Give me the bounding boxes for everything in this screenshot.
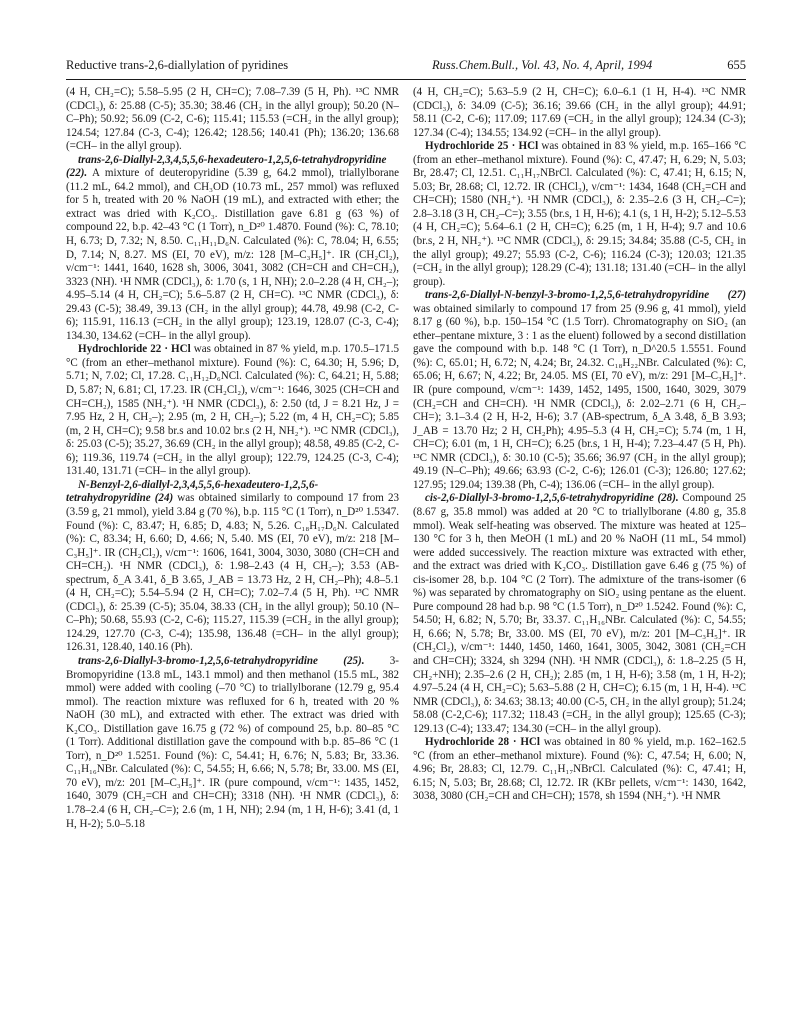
compound-heading: Hydrochloride 22 · HCl	[78, 343, 191, 356]
paragraph: trans-2,6-Diallyl-3-bromo-1,2,5,6-tetrahydropyridine (25). 3-Bromopyridine (13.8 mL, 143.1 mmol) and then methanol (15.5 mL, 382 mmol) were added with cooling (–70 °C) to triallylborane (12.79 g, 95.4 mmol). The reaction mixture was refluxed for 6 h, treated with 20 % NaOH (30 mL), and extracted with ether. The extract was dried with K₂CO₃. Distillation gave 16.75 g (72 %) of compound 25, b.p. 80–85 °C (1 Torr). Additional distillation gave the compound with b.p. 85–86 °C (1 Torr), n_D²⁰ 1.5251. Found (%): C, 54.41; H, 6.76; N, 5.83; Br, 33.36. C₁₁H₁₆NBr. Calculated (%): C, 54.55; H, 6.66; N, 5.78; Br, 33.00. MS (EI, 70 eV), m/z: 201 [M–C₃H₅]⁺. IR (pure compound, ν/cm⁻¹: 1435, 1452, 1640, 3079 (CH₂=CH and CH=CH); 3318 (NH). ¹H NMR (CDCl₃), δ: 1.78–2.4 (6 H, CH₂–C=); 2.6 (m, 1 H, NH); 2.94 (m, 1 H, H-6); 3.41 (d, 1 H, H-2); 5.0–5.18	[66, 654, 399, 830]
running-title: Reductive trans-2,6-diallylation of pyridines	[66, 58, 289, 72]
left-column	[66, 86, 399, 1002]
page-number: 655	[727, 58, 746, 72]
paragraph: (4 H, CH₂=C); 5.63–5.9 (2 H, CH=C); 6.0–6.1 (1 H, H-4). ¹³C NMR (CDCl₃), δ: 34.09 (C-5); 36.16; 39.66 (CH₂ in the allyl group); 44.91; 58.11 (C-2, C-6); 117.09; 117.69 (=CH₂ in the allyl group); 124.34 (C-3); 127.34 (C-4); 134.55; 134.92 (=CH– in the allyl group).	[413, 86, 746, 139]
compound-heading: trans-2,6-Diallyl-N-benzyl-3-bromo-1,2,5,6-tetrahydropyridine (27)	[425, 289, 746, 302]
paragraph: (4 H, CH₂=C); 5.58–5.95 (2 H, CH=C); 7.08–7.39 (5 H, Ph). ¹³C NMR (CDCl₃), δ: 25.88 (C-5); 35.30; 38.46 (CH₂ in the allyl group); 50.20 (N–C–Ph); 50.92; 56.09 (C-2, C-6); 115.41; 115.53 (=CH₂ in the allyl group); 124.54; 127.84 (C-3, C-4); 126.42; 128.56; 140.41 (Ph); 136.20; 136.68 (=CH– in the allyl group).	[66, 86, 399, 153]
paragraph: Hydrochloride 28 · HCl was obtained in 80 % yield, m.p. 162–162.5 °C (from an ether–methanol mixture). Found (%): C, 47.54; H, 6.00; N, 4.96; Br, 28.83; Cl, 12.79. C₁₁H₁₇NBrCl. Calculated (%): C, 47.41; H, 6.15; N, 5.03; Br, 28.68; Cl, 12.72. IR (KBr pellets, ν/cm⁻¹: 1430, 1642, 3038, 3080 (CH₂=CH and CH=CH); 1578, sh 1594 (NH₂⁺). ¹H NMR	[413, 736, 746, 803]
right-column	[413, 86, 746, 1002]
journal-citation: Russ.Chem.Bull., Vol. 43, No. 4, April, 1994	[432, 58, 653, 72]
header-rule	[66, 79, 746, 80]
compound-heading: trans-2,6-Diallyl-2,3,4,5,5,6-hexadeutero-1,2,5,6-tetrahydropyridine (22).	[66, 153, 387, 180]
paragraph: trans-2,6-Diallyl-2,3,4,5,5,6-hexadeutero-1,2,5,6-tetrahydropyridine (22). A mixture of deuteropyridine (5.39 g, 64.2 mmol), triallylborane (11.2 mL, 64.2 mmol), and CH₃OD (10.73 mL, 257 mmol) was refluxed for 5 h, treated with 20 % NaOH (19 mL), and extracted with ether; the extract was dried with K₂CO₃. Distillation gave 6.81 g (63 %) of compound 22, b.p. 42–43 °C (1 Torr), n_D²⁰ 1.4870. Found (%): C, 78.10; H, 6.73; D, 7.32; N, 8.50. C₁₁H₁₁D₆N. Calculated (%): C, 78.04; H, 6.55; D, 7.14; N, 8.27. MS (EI, 70 eV), m/z: 128 [M–C₃H₅]⁺. IR (CH₂Cl₂), ν/cm⁻¹: 1441, 1640, 1628 sh, 3006, 3041, 3082 (CH=CH and CH=CH₂), 3323 (NH). ¹H NMR (CDCl₃), δ: 1.70 (s, 1 H, NH); 2.0–2.28 (4 H, CH₂–); 4.95–5.14 (4 H, CH₂=C); 5.6–5.87 (2 H, CH=C). ¹³C NMR (CDCl₃), δ: 29.43 (C-5); 38.49, 39.13 (CH₂ in the allyl group); 44.78, 49.98 (C-2, C-6); 115.91, 116.13 (=CH₂ in the allyl group); 123.19, 128.07 (C-3, C-4); 134.30, 134.62 (=CH– in the allyl group).	[66, 153, 399, 342]
paragraph: N-Benzyl-2,6-diallyl-2,3,4,5,5,6-hexadeutero-1,2,5,6-tetrahydropyridine (24) was obtained similarly to compound 17 from 23 (3.59 g, 21 mmol), yield 3.84 g (70 %), b.p. 115 °C (1 Torr), n_D²⁰ 1.5347. Found (%): C, 83.47; H, 6.85; D, 4.83; N, 5.26. C₁₈H₁₇D₆N. Calculated (%): C, 83.34; H, 6.60; D, 4.66; N, 5.40. MS (EI, 70 eV), m/z: 218 [M–C₃H₅]⁺. IR (CH₂Cl₂), ν/cm⁻¹: 1606, 1641, 3004, 3030, 3080 (CH=CH and CH=CH₂). ¹H NMR (CDCl₃), δ: 1.98–2.43 (4 H, CH₂–); 3.53 (AB-spectrum, δ_A 3.41, δ_B 3.65, J_AB = 13.73 Hz, 2 H, CH₂–Ph); 4.8–5.1 (4 H, CH₂=C); 5.54–5.94 (2 H, CH=C); 7.02–7.4 (5 H, Ph). ¹³C NMR (CDCl₃), δ: 25.39 (C-5); 35.04, 38.33 (CH₂ in the allyl group); 50.10 (N–C–Ph); 50.68, 55.93 (C-2, C-6); 115.27, 115.39 (=CH₂ in the allyl group); 124.29, 127.70 (C-3, C-4); 135.98, 136.48 (=CH– in the allyl group); 126.31, 128.40, 140.16 (Ph).	[66, 478, 399, 654]
paragraph: Hydrochloride 25 · HCl was obtained in 83 % yield, m.p. 165–166 °C (from an ether–methanol mixture). Found (%): C, 47.47; H, 6.29; N, 5.03; Br, 28.47; Cl, 12.51. C₁₁H₁₇NBrCl. Calculated (%): C, 47.41; H, 6.15; N, 5.03; Br, 28.68; Cl, 12.72. IR (CHCl₃), ν/cm⁻¹: 1434, 1648 (CH₂=CH and CH=CH); 1580 (NH₂⁺). ¹H NMR (CDCl₃), δ: 2.35–2.6 (3 H, CH₂–C=); 2.8–3.18 (3 H, CH₂–C=); 3.55 (br.s, 1 H, H-6); 4.1 (s, 1 H, H-2); 5.12–5.53 (4 H, CH₂=C); 5.64–6.1 (2 H, CH=C); 6.25 (m, 1 H, H-4); 9.7 and 10.6 (br.s, 2 H, NH₂⁺). ¹³C NMR (CDCl₃), δ: 29.15; 34.84; 35.88 (C-5, CH₂ in the allyl group); 49.27; 55.93 (C-2, C-6); 116.24 (C-3); 120.03; 121.35 (=CH₂ in the allyl group); 128.29 (C-4); 131.18; 131.40 (=CH– in the allyl group).	[413, 140, 746, 288]
compound-heading: trans-2,6-Diallyl-3-bromo-1,2,5,6-tetrahydropyridine (25).	[78, 654, 365, 667]
compound-heading: Hydrochloride 25 · HCl	[425, 140, 539, 153]
page-header	[66, 58, 746, 78]
compound-heading: N-Benzyl-2,6-diallyl-2,3,4,5,5,6-hexadeutero-1,2,5,6-tetrahydropyridine (24)	[66, 478, 319, 505]
paragraph: Hydrochloride 22 · HCl was obtained in 87 % yield, m.p. 170.5–171.5 °C (from an ether–methanol mixture). Found (%): C, 64.30; H, 5.96; D, 5.71; N, 7.02; Cl, 17.28. C₁₁H₁₂D₆NCl. Calculated (%): C, 64.21; H, 5.88; D, 5.87; N, 6.81; Cl, 17.23. IR (CH₂Cl₂), ν/cm⁻¹: 1646, 3025 (CH=CH and CH=CH₂), 1585 (NH₂⁺). ¹H NMR (CDCl₃), δ: 2.50 (td, J = 8.21 Hz, J = 7.95 Hz, 2 H, CH₂–); 2.95 (m, 2 H, CH₂–); 5.22 (m, 4 H, CH₂=C); 5.85 (m, 2 H, CH=C); 9.58 br.s and 10.02 br.s (2 H, NH₂⁺). ¹³C NMR (CDCl₃), δ: 25.03 (C-5); 35.27, 36.69 (CH₂ in the allyl group); 48.58, 49.85 (C-2, C-6); 119.36, 119.74 (=CH₂ in the allyl group); 122.79, 124.25 (C-3, C-4); 131.40, 131.71 (=CH– in the allyl group).	[66, 343, 399, 478]
paragraph: trans-2,6-Diallyl-N-benzyl-3-bromo-1,2,5,6-tetrahydropyridine (27) was obtained similarly to compound 17 from 25 (9.96 g, 41 mmol), yield 8.17 g (60 %), b.p. 150–154 °C (1.5 Torr). Chromatography on SiO₂ (an ether–pentane mixture, 3 : 1 as the eluent) followed by a second distillation gave the compound with b.p. 148 °C (1 Torr), n_D^20.5 1.5551. Found (%): C, 65.01; H, 6.72; N, 4.24; Br, 24.32. C₁₈H₂₂NBr. Calculated (%): C, 65.06; H, 6.67; N, 4.22; Br, 24.05. MS (EI, 70 eV), m/z: 291 [M–C₃H₅]⁺. IR (pure compound, ν/cm⁻¹: 1439, 1452, 1495, 1500, 1640, 3029, 3079 (CH₂=CH and CH=CH). ¹H NMR (CDCl₃), δ: 2.02–2.71 (6 H, CH₂–CH=); 3.1–3.4 (2 H, H-2, H-6); 3.7 (AB-spectrum, δ_A 3.48, δ_B 3.93; J_AB = 13.70 Hz; 2 H, CH₂Ph); 4.95–5.3 (4 H, CH₂=C); 5.74 (m, 1 H, CH=C); 6.01 (m, 1 H, CH=C); 6.25 (br.s, 1 H, H-4); 7.23–4.47 (5 H, Ph). ¹³C NMR (CDCl₃), δ: 30.10 (C-5); 35.66; 36.97 (CH₂ in the allyl group); 49.19 (N–C–Ph); 49.66; 63.93 (C-2, C-6); 126.01 (C-3); 126.80; 127.62; 127.95; 129.04; 139.38 (Ph, C-4); 136.06 (=CH– in the allyl group).	[413, 289, 746, 491]
compound-heading: cis-2,6-Diallyl-3-bromo-1,2,5,6-tetrahydropyridine (28).	[425, 492, 679, 505]
compound-heading: Hydrochloride 28 · HCl	[425, 736, 540, 749]
paragraph: cis-2,6-Diallyl-3-bromo-1,2,5,6-tetrahydropyridine (28). Compound 25 (8.67 g, 35.8 mmol) was added at 20 °C to triallylborane (4.80 g, 35.8 mmol). Weak self-heating was observed. The mixture was heated at 125–130 °C for 3 h, then MeOH (1 mL) and 20 % NaOH (11 mL, 54 mmol) were added successively. The reaction mixture was extracted with ether, and the extract was dried with K₂CO₃. Distillation gave 6.46 g (75 %) of cis-isomer 28, b.p. 104 °C (2 Torr). The admixture of the trans-isomer (6 %) was separated by chromatography on SiO₂ using pentane as the eluent. Pure compound 28 had b.p. 98 °C (1.5 Torr), n_D²⁰ 1.5242. Found (%): C, 54.50; H, 6.82; N, 5.70; Br, 33.37. C₁₁H₁₆NBr. Calculated (%): C, 54.55; H, 6.66; N, 5.78; Br, 33.00. MS (EI, 70 eV), m/z: 201 [M–C₃H₅]⁺. IR (CH₂Cl₂), ν/cm⁻¹: 1440, 1450, 1460, 1641, 3005, 3042, 3081 (CH₂=CH and CH=CH); 3324, sh 3294 (NH). ¹H NMR (CDCl₃), δ: 1.8–2.25 (5 H, CH₂+NH); 2.35–2.6 (2 H, CH₂); 2.85 (m, 1 H, H-6); 3.58 (m, 1 H, H-2); 4.97–5.24 (4 H, CH₂=C); 5.63–5.88 (2 H, CH=C); 6.15 (m, 1 H, H-4). ¹³C NMR (CDCl₃), δ: 34.63; 38.13; 40.00 (C-5, CH₂ in the allyl group); 51.24; 58.08 (C-2,C-6); 117.32; 118.43 (=CH₂ in the allyl group); 125.65 (C-3); 129.13 (C-4); 133.47; 134.30 (=CH– in the allyl group).	[413, 492, 746, 735]
